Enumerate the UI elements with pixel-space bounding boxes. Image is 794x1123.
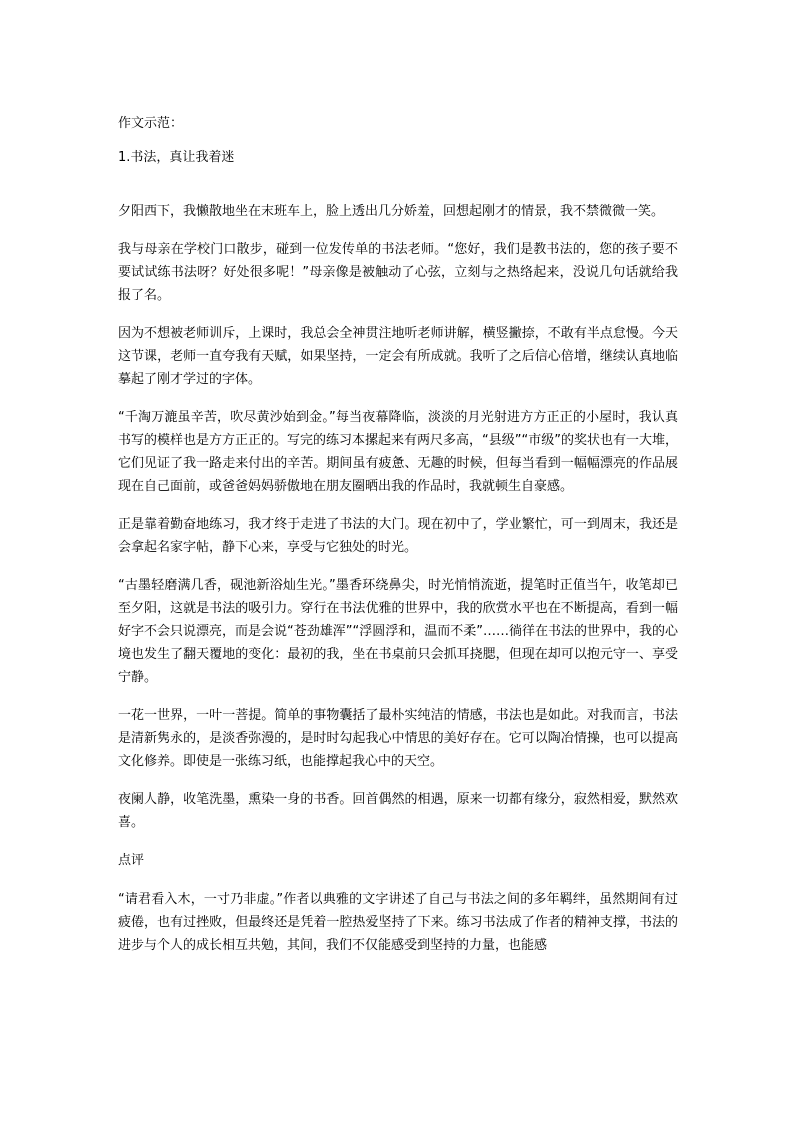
essay-title: 1.书法，真让我着迷	[118, 150, 235, 165]
essay-paragraph-3: 因为不想被老师训斥，上课时，我总会全神贯注地听老师讲解，横竖撇捺，不敢有半点怠慢。今天这节课，老师一直夸我有天赋，如果坚持，一定会有所成就。我听了之后信心倍增，继续认真地临摹起了刚才学过的字体。	[118, 326, 678, 387]
comment-label: 点评	[118, 853, 145, 868]
essay-paragraph-8: 夜阑人静，收笔洗墨，熏染一身的书香。回首偶然的相遇，原来一切都有缘分，寂然相爱，默然欢喜。	[118, 792, 678, 830]
essay-paragraph-7: 一花一世界，一叶一菩提。简单的事物囊括了最朴实纯洁的情感，书法也是如此。对我而言，书法是清新隽永的，是淡香弥漫的，是时时勾起我心中情思的美好存在。它可以陶冶情操，也可以提高文化修养。即使是一张练习纸，也能撑起我心中的天空。	[118, 708, 678, 769]
essay-paragraph-2: 我与母亲在学校门口散步，碰到一位发传单的书法老师。“您好，我们是教书法的，您的孩子要不要试试练书法呀？好处很多呢！”母亲像是被触动了心弦，立刻与之热络起来，没说几句话就给我报了名。	[118, 242, 678, 303]
document-page	[118, 112, 678, 957]
essay-paragraph-4: “千淘万漉虽辛苦，吹尽黄沙始到金。”每当夜幕降临，淡淡的月光射进方方正正的小屋时，我认真书写的模样也是方方正正的。写完的练习本摞起来有两尺多高，“县级”“市级”的奖状也有一大堆，它们见证了我一路走来付出的辛苦。期间虽有疲惫、无趣的时候，但每当看到一幅幅漂亮的作品展现在自己面前，或爸爸妈妈骄傲地在朋友圈晒出我的作品时，我就顿生自豪感。	[118, 410, 678, 494]
comment-paragraph: “请君看入木，一寸乃非虚。”作者以典雅的文字讲述了自己与书法之间的多年羁绊，虽然期间有过疲倦，也有过挫败，但最终还是凭着一腔热爱坚持了下来。练习书法成了作者的精神支撑，书法的进步与个人的成长相互共勉，其间，我们不仅能感受到坚持的力量，也能感	[118, 892, 678, 953]
section-label: 作文示范：	[118, 116, 184, 131]
essay-paragraph-6: “古墨轻磨满几香，砚池新浴灿生光。”墨香环绕鼻尖，时光悄悄流逝，提笔时正值当午，收笔却已至夕阳，这就是书法的吸引力。穿行在书法优雅的世界中，我的欣赏水平也在不断提高，看到一幅好字不会只说漂亮，而是会说“苍劲雄浑”“浮圆浮和，温而不柔”……徜徉在书法的世界中，我的心境也发生了翻天覆地的变化：最初的我，坐在书桌前只会抓耳挠腮，但现在却可以抱元守一、享受宁静。	[118, 578, 678, 685]
essay-paragraph-1: 夕阳西下，我懒散地坐在末班车上，脸上透出几分娇羞，回想起刚才的情景，我不禁微微一笑。	[118, 204, 665, 219]
essay-paragraph-5: 正是靠着勤奋地练习，我才终于走进了书法的大门。现在初中了，学业繁忙，可一到周末，我还是会拿起名家字帖，静下心来，享受与它独处的时光。	[118, 517, 678, 555]
